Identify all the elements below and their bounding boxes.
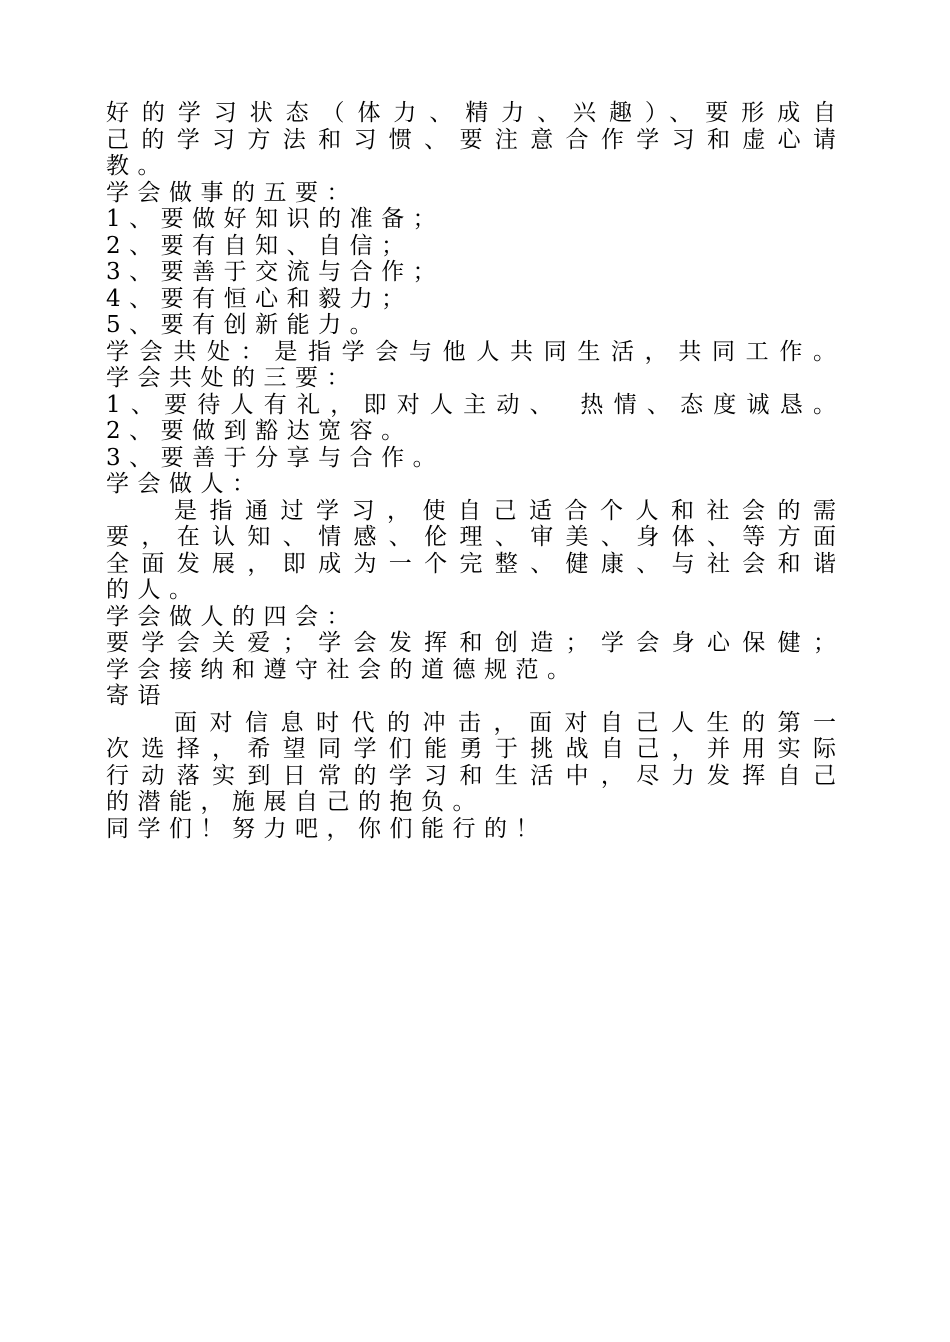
text-line: 全面发展，即成为一个完整、健康、与社会和谐: [106, 550, 836, 577]
text-line: 的人。: [106, 577, 201, 603]
text-line: 学会接纳和遵守社会的道德规范。: [106, 656, 579, 683]
text-line: 学会共处：是指学会与他人共同生活，共同工作。: [106, 338, 836, 365]
section-heading: 学会共处的三要：: [106, 365, 358, 391]
text-line: 行动落实到日常的学习和生活中，尽力发挥自己: [106, 762, 836, 789]
list-item: 3、要善于交流与合作；: [106, 259, 445, 285]
section-heading: 学会做人：: [106, 471, 264, 497]
list-item: 3、要善于分享与合作。: [106, 444, 445, 471]
document-body: [106, 100, 836, 842]
text-line: 要学会关爱；学会发挥和创造；学会身心保健；: [106, 630, 836, 656]
text-line: 己的学习方法和习惯、要注意合作学习和虚心请: [106, 126, 836, 153]
section-heading: 学会做人的四会：: [106, 603, 358, 630]
text-line: 好的学习状态（体力、精力、兴趣）、要形成自: [106, 100, 836, 126]
list-item: 2、要有自知、自信；: [106, 232, 413, 259]
text-line: 是指通过学习，使自己适合个人和社会的需: [174, 497, 836, 524]
text-line: 要，在认知、情感、伦理、审美、身体、等方面: [106, 524, 836, 550]
text-line: 教。: [106, 153, 169, 179]
text-line: 同学们！努力吧，你们能行的！: [106, 815, 547, 842]
list-item: 5、要有创新能力。: [106, 312, 382, 338]
section-heading: 学会做事的五要：: [106, 179, 358, 206]
list-item: 2、要做到豁达宽容。: [106, 418, 413, 444]
list-item: 1、要待人有礼，即对人主动、 热情、态度诚恳。: [106, 391, 836, 418]
text-line: 的潜能，施展自己的抱负。: [106, 789, 484, 815]
text-line: 次选择，希望同学们能勇于挑战自己，并用实际: [106, 736, 836, 762]
text-line: 面对信息时代的冲击，面对自己人生的第一: [174, 709, 836, 736]
list-item: 4、要有恒心和毅力；: [106, 285, 413, 312]
section-heading: 寄语: [106, 683, 169, 709]
list-item: 1、要做好知识的准备；: [106, 206, 445, 232]
